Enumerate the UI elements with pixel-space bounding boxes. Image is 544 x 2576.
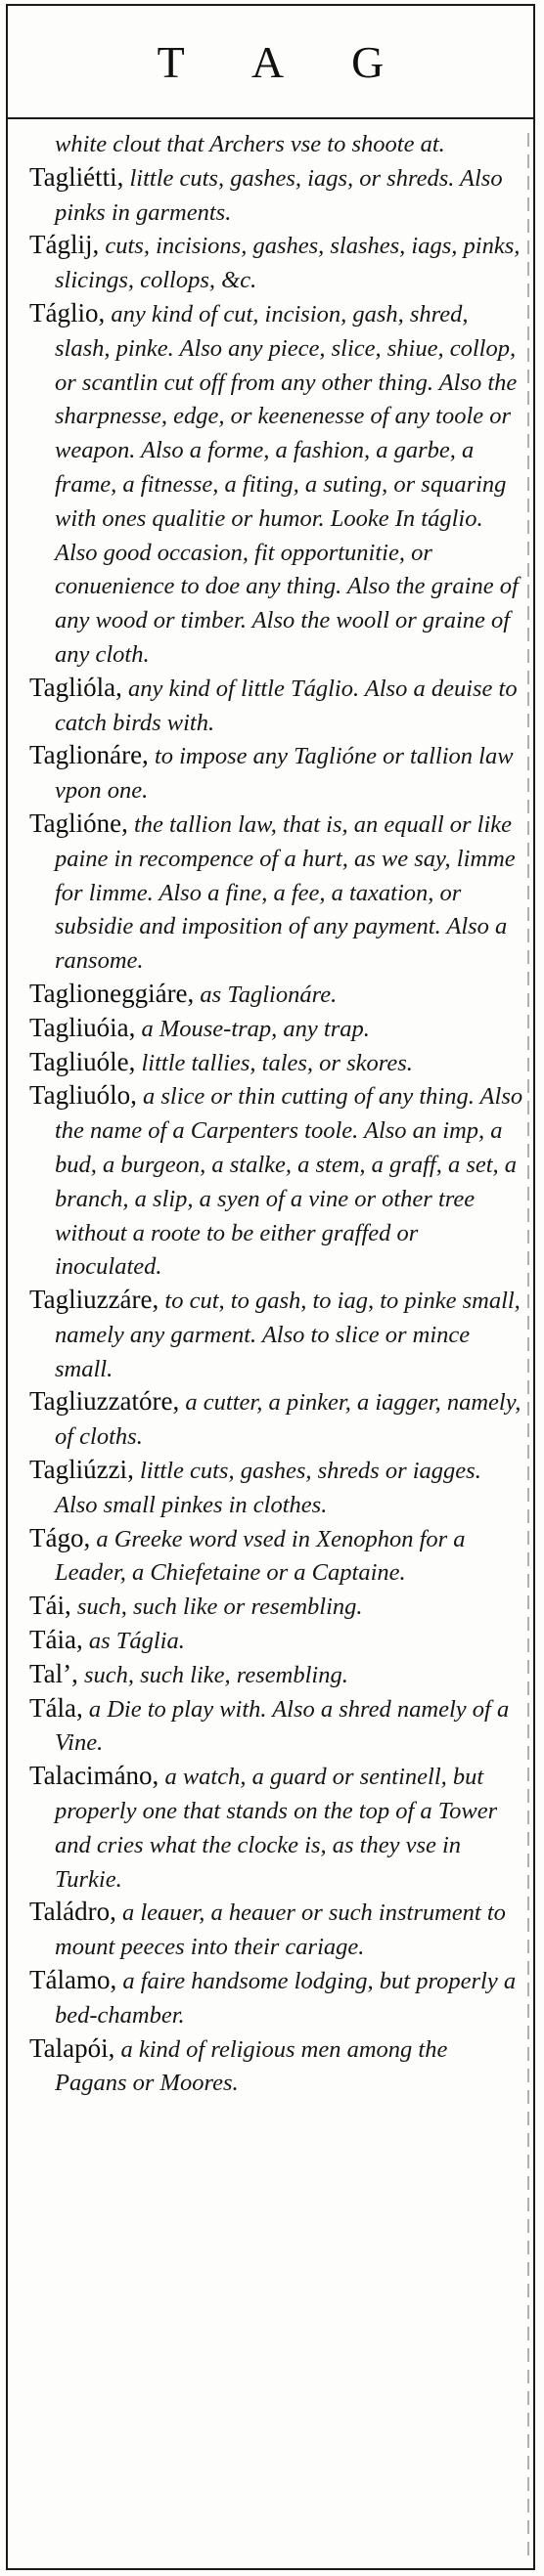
entry-tagliuólo bbox=[29, 1079, 524, 1284]
entry-táglio bbox=[29, 297, 524, 672]
entry-headword: Taglioneggiáre, bbox=[29, 978, 195, 1008]
entry-headword: Taglióne, bbox=[29, 808, 128, 838]
entry-definition: as Táglia. bbox=[82, 1628, 185, 1655]
entry-definition: little tallies, tales, or skores. bbox=[135, 1049, 413, 1076]
entry-tála bbox=[29, 1692, 524, 1761]
entry-headword: Táglij, bbox=[29, 230, 100, 260]
entry-tálamo bbox=[29, 1964, 524, 2032]
entry-definition: any kind of cut, incision, gash, shred, slash, pinke. Also any piece, slice, shiue, collop, or scantlin cut off from any other thing. Also the sharpnesse, edge, or keenenesse of any toole or weapon. Also a forme, a fashion, a garbe, a frame, a fitnesse, a fiting, a suting, or squaring with ones qualitie or humor. Looke In táglio. Also good occasion, fit opportunitie, or conuenience to doe any thing. Also the graine of any wood or timber. Also the wooll or graine of any cloth. bbox=[55, 300, 519, 668]
dictionary-column bbox=[29, 127, 524, 2100]
entry-taládro bbox=[29, 1896, 524, 1964]
entry-headword: Tagliétti, bbox=[29, 161, 124, 192]
entry-definition: a Mouse-trap, any trap. bbox=[135, 1015, 370, 1042]
entry-continuation bbox=[29, 127, 524, 161]
entry-definition: a leauer, a heauer or such instrument to mount peeces into their cariage. bbox=[55, 1899, 506, 1961]
page-frame bbox=[6, 4, 535, 2570]
entry-táia bbox=[29, 1624, 524, 1658]
entry-headword: Tágo, bbox=[29, 1522, 91, 1552]
entry-taglioneggiáre bbox=[29, 978, 524, 1012]
entry-definition: little cuts, gashes, iags, or shreds. Also pinks in garments. bbox=[55, 164, 503, 226]
entry-taglionáre bbox=[29, 739, 524, 808]
entry-definition: a kind of religious men among the Pagans or Moores. bbox=[55, 2035, 448, 2097]
entry-headword: Tagliúzzi, bbox=[29, 1455, 134, 1485]
entry-taglióne bbox=[29, 808, 524, 978]
entry-definition: a slice or thin cutting of any thing. Also the name of a Carpenters toole. Also an imp, a bud, a burgeon, a stalke, a stem, a graff, a set, a branch, a slip, a syen of a vine or other tree without a roote to be either graffed or inoculated. bbox=[55, 1083, 523, 1281]
entry-definition: a cutter, a pinker, a iagger, namely, of cloths. bbox=[55, 1389, 521, 1451]
entry-definition: as Taglionáre. bbox=[194, 981, 338, 1008]
entry-tal bbox=[29, 1658, 524, 1692]
gutter-rule bbox=[527, 133, 529, 2557]
entry-headword: Tagliuóle, bbox=[29, 1046, 136, 1076]
entry-tái bbox=[29, 1590, 524, 1624]
entry-definition: white clout that Archers vse to shoote at. bbox=[55, 131, 445, 157]
entry-tágo bbox=[29, 1522, 524, 1591]
entry-definition: a watch, a guard or sentinell, but properly one that stands on the top of a Tower and cries what the clocke is, as they vse in Turkie. bbox=[55, 1764, 498, 1893]
entry-headword: Tagliuzzatóre, bbox=[29, 1386, 180, 1417]
entry-definition: a Die to play with. Also a shred namely of a Vine. bbox=[55, 1695, 510, 1757]
entry-headword: Taglióla, bbox=[29, 672, 122, 702]
entry-tagliuóle bbox=[29, 1046, 524, 1080]
entry-tagliétti bbox=[29, 161, 524, 230]
entry-taglióla bbox=[29, 672, 524, 740]
entry-headword: Taglionáre, bbox=[29, 740, 149, 770]
entry-definition: to cut, to gash, to iag, to pinke small, namely any garment. Also to slice or mince small. bbox=[55, 1288, 521, 1382]
entry-headword: Tagliuólo, bbox=[29, 1080, 137, 1111]
entry-definition: such, such like, resembling. bbox=[77, 1661, 348, 1688]
entry-headword: Talapói, bbox=[29, 2032, 115, 2063]
entry-definition: such, such like or resembling. bbox=[70, 1594, 363, 1621]
entry-headword: Tái, bbox=[29, 1591, 71, 1621]
entry-headword: Tála, bbox=[29, 1692, 83, 1723]
entry-definition: little cuts, gashes, shreds or iagges. Also small pinkes in clothes. bbox=[55, 1458, 481, 1518]
entry-tagliuzzáre bbox=[29, 1284, 524, 1385]
entry-tagliuzzatóre bbox=[29, 1385, 524, 1454]
running-head: T A G bbox=[157, 36, 414, 87]
entry-definition: to impose any Taglióne or tallion law vpon one. bbox=[55, 743, 514, 805]
entry-definition: a Greeke word vsed in Xenophon for a Leader, a Chiefetaine or a Captaine. bbox=[55, 1525, 466, 1587]
entry-headword: Táglio, bbox=[29, 297, 106, 327]
entry-tagliúzzi bbox=[29, 1454, 524, 1522]
entry-headword: Tálamo, bbox=[29, 1965, 117, 1995]
entry-táglij bbox=[29, 229, 524, 297]
entry-talapói bbox=[29, 2032, 524, 2101]
page-header bbox=[8, 6, 533, 119]
entry-definition: the tallion law, that is, an equall or like paine in recompence of a hurt, as we say, limme for limme. Also a fine, a fee, a taxation, or subsidie and imposition of any payment. Also a ransome. bbox=[55, 810, 516, 975]
entry-headword: Talacimáno, bbox=[29, 1761, 159, 1791]
entry-headword: Tagliuóia, bbox=[29, 1012, 136, 1042]
entry-definition: a faire handsome lodging, but properly a bed-chamber. bbox=[55, 1968, 517, 2029]
entry-talacimáno bbox=[29, 1760, 524, 1896]
entry-headword: Taládro, bbox=[29, 1897, 116, 1927]
entry-headword: Tagliuzzáre, bbox=[29, 1285, 159, 1315]
entry-headword: Táia, bbox=[29, 1625, 83, 1655]
entry-headword: Tal’, bbox=[29, 1658, 78, 1688]
entry-definition: cuts, incisions, gashes, slashes, iags, pinks, slicings, collops, &c. bbox=[55, 233, 521, 294]
entry-definition: any kind of little Táglio. Also a deuise to catch birds with. bbox=[55, 675, 518, 736]
entry-tagliuóia bbox=[29, 1012, 524, 1046]
